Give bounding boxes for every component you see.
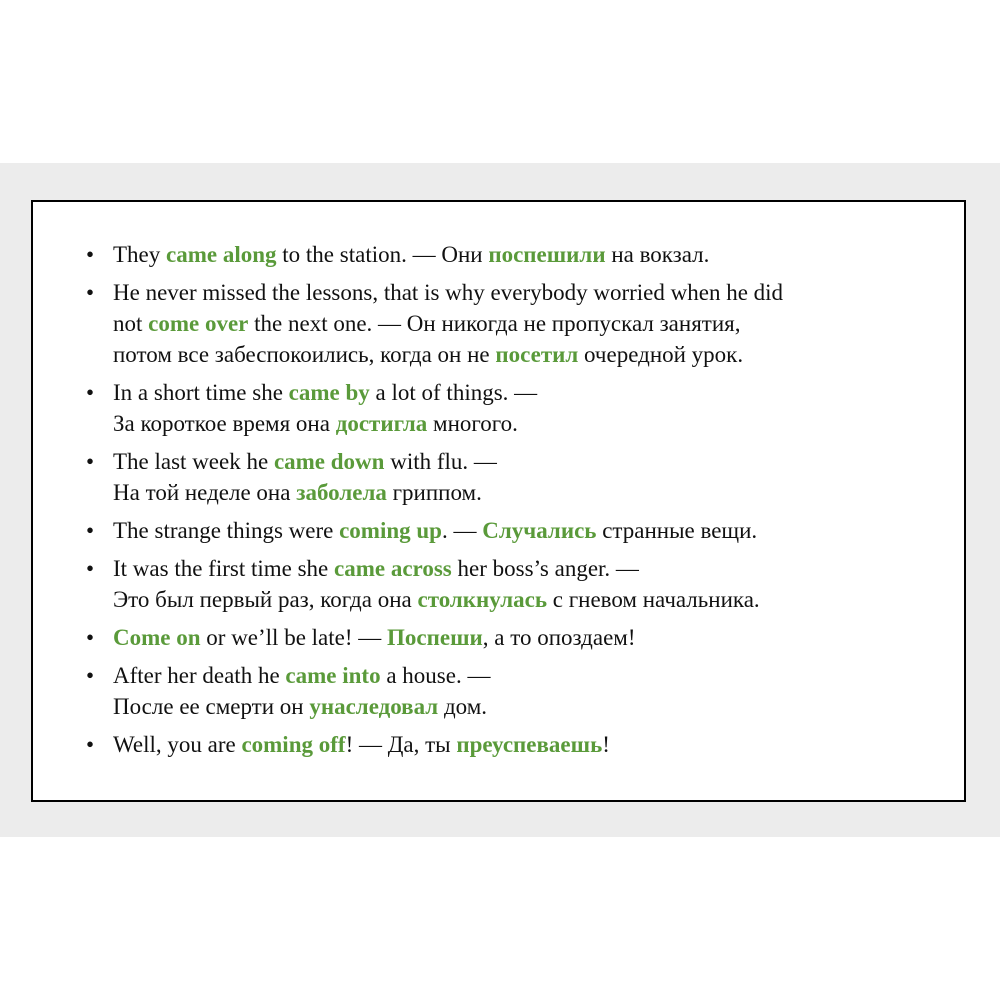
example-text: потом все забеспокоились, когда он не	[113, 342, 496, 367]
highlighted-phrase: came by	[288, 380, 370, 405]
example-line	[113, 553, 940, 584]
example-line	[113, 622, 940, 653]
example-text: многого.	[427, 411, 518, 436]
example-line	[113, 584, 940, 615]
example-text: They	[113, 242, 167, 267]
example-line	[113, 308, 940, 339]
highlighted-phrase: coming off	[241, 732, 346, 757]
highlighted-phrase: столкнулась	[417, 587, 547, 612]
example-text: с гневом начальника.	[547, 587, 760, 612]
highlighted-phrase: came down	[273, 449, 385, 474]
example-item	[80, 729, 940, 760]
highlighted-phrase: Случались	[482, 518, 597, 543]
example-line	[113, 408, 940, 439]
example-line	[113, 477, 940, 508]
example-text: Это был первый раз, когда она	[113, 587, 418, 612]
highlighted-phrase: came across	[334, 556, 452, 581]
bullet-icon: •	[86, 625, 95, 650]
example-item	[80, 553, 940, 615]
example-item	[80, 377, 940, 439]
highlighted-phrase: посетил	[495, 342, 579, 367]
bullet-icon: •	[86, 518, 95, 543]
example-item	[80, 622, 940, 653]
example-text: not	[113, 311, 149, 336]
highlighted-phrase: поспешили	[488, 242, 606, 267]
example-text: За короткое время она	[113, 411, 336, 436]
highlighted-phrase: преуспеваешь	[456, 732, 603, 757]
example-text: It was the first time she	[113, 556, 335, 581]
example-text: странные вещи.	[596, 518, 758, 543]
example-text: the next one. — Он никогда не пропускал занятия,	[248, 311, 741, 336]
example-text: to the station. — Они	[276, 242, 489, 267]
highlighted-phrase: заболела	[296, 480, 387, 505]
example-text: !	[602, 732, 610, 757]
example-line	[113, 377, 940, 408]
example-text: In a short time she	[113, 380, 289, 405]
example-item	[80, 515, 940, 546]
example-text: a lot of things. —	[369, 380, 538, 405]
example-text: На той неделе она	[113, 480, 297, 505]
highlighted-phrase: Поспеши	[387, 625, 483, 650]
example-line	[113, 729, 940, 760]
bullet-icon: •	[86, 732, 95, 757]
example-text: очередной урок.	[578, 342, 744, 367]
example-line	[113, 515, 940, 546]
example-item	[80, 277, 940, 370]
example-text: дом.	[438, 694, 488, 719]
example-text: , а то опоздаем!	[482, 625, 636, 650]
bullet-icon: •	[86, 556, 95, 581]
example-line	[113, 691, 940, 722]
example-text: ! — Да, ты	[345, 732, 457, 757]
examples-list	[80, 239, 940, 767]
highlighted-phrase: came into	[285, 663, 381, 688]
example-line	[113, 339, 940, 370]
bullet-icon: •	[86, 242, 95, 267]
highlighted-phrase: Come on	[113, 625, 201, 650]
highlighted-phrase: come over	[148, 311, 249, 336]
example-text: her boss’s anger. —	[451, 556, 639, 581]
example-text: гриппом.	[386, 480, 482, 505]
bullet-icon: •	[86, 380, 95, 405]
example-text: The last week he	[113, 449, 274, 474]
example-text: a house. —	[380, 663, 491, 688]
example-text: Well, you are	[113, 732, 242, 757]
highlighted-phrase: coming up	[339, 518, 442, 543]
example-line	[113, 446, 940, 477]
example-item	[80, 239, 940, 270]
bullet-icon: •	[86, 663, 95, 688]
example-text: на вокзал.	[605, 242, 710, 267]
highlighted-phrase: унаследовал	[309, 694, 439, 719]
example-text: После ее смерти он	[113, 694, 310, 719]
example-text: or we’ll be late! —	[200, 625, 388, 650]
highlighted-phrase: came along	[166, 242, 277, 267]
highlighted-phrase: достигла	[335, 411, 428, 436]
example-line	[113, 239, 940, 270]
bullet-icon: •	[86, 280, 95, 305]
example-item	[80, 660, 940, 722]
bullet-icon: •	[86, 449, 95, 474]
example-text: After her death he	[113, 663, 286, 688]
example-text: . —	[441, 518, 483, 543]
example-text: The strange things were	[113, 518, 340, 543]
example-line	[113, 277, 940, 308]
example-text: He never missed the lessons, that is why everybody worried when he did	[113, 280, 784, 305]
example-text: with flu. —	[384, 449, 497, 474]
example-item	[80, 446, 940, 508]
example-line	[113, 660, 940, 691]
